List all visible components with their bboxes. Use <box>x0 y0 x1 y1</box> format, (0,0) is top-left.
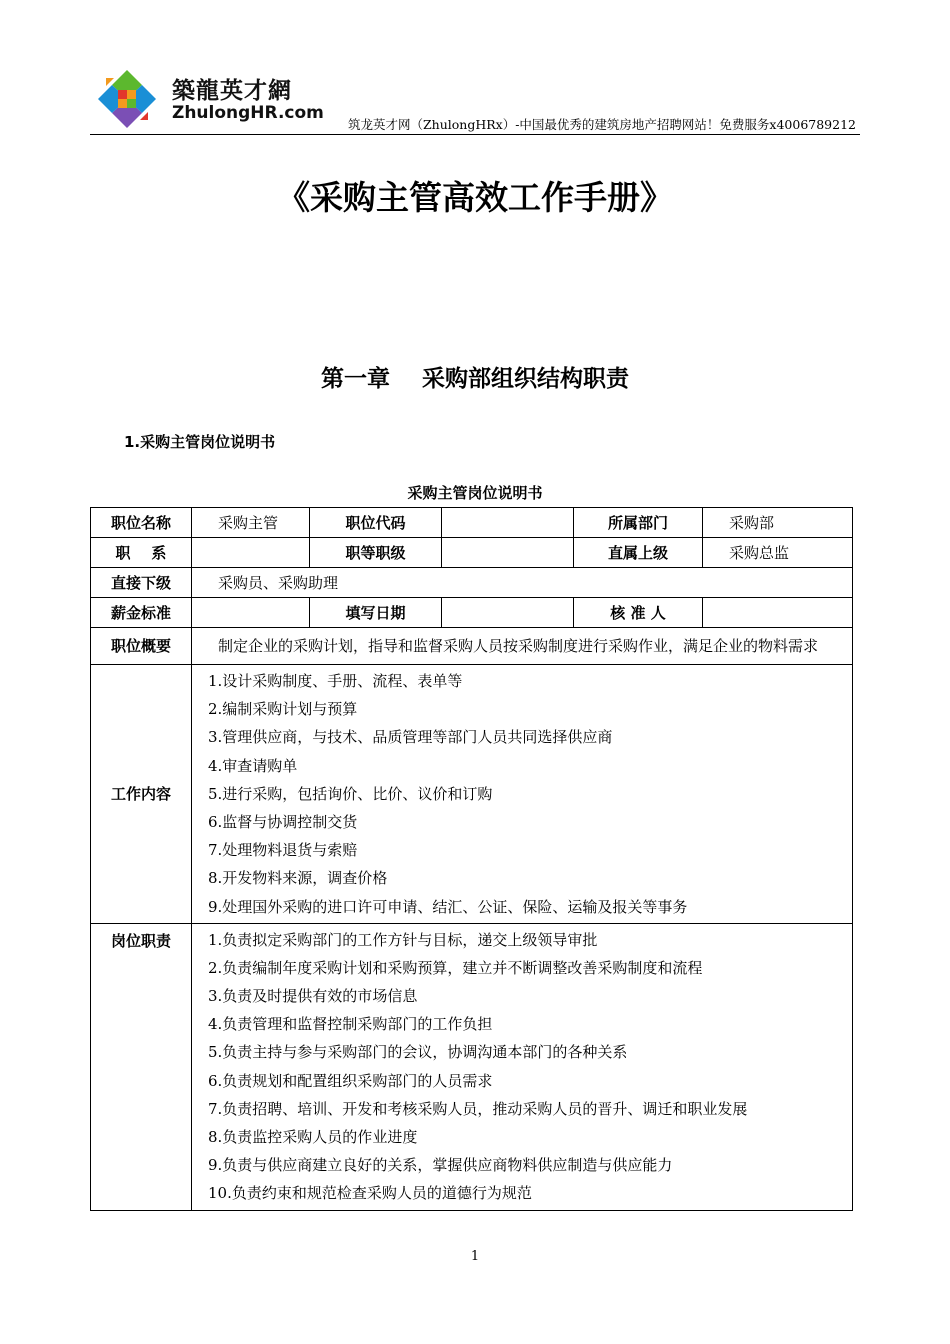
list-item: 8.负责监控采购人员的作业进度 <box>208 1128 418 1146</box>
cell-value <box>442 538 574 568</box>
cell-value: 采购主管 <box>192 508 310 538</box>
list-item: 7.处理物料退货与索赔 <box>208 841 358 860</box>
list-item: 5.进行采购，包括询价、比价、议价和订购 <box>208 784 493 803</box>
cell-label: 直属上级 <box>574 538 703 568</box>
cell-label: 职等职级 <box>310 538 442 568</box>
zhulong-logo-icon <box>96 68 158 130</box>
list-item: 9.处理国外采购的进口许可申请、结汇、公证、保险、运输及报关等事务 <box>208 897 688 916</box>
list-item: 10.负责约束和规范检查采购人员的道德行为规范 <box>208 1184 532 1203</box>
list-item: 4.负责管理和监督控制采购部门的工作负担 <box>208 1015 493 1034</box>
cell-label: 职 系 <box>91 538 192 568</box>
cell-value <box>703 598 853 628</box>
cell-value <box>192 538 310 568</box>
table-row <box>91 538 853 568</box>
table-row <box>91 628 853 665</box>
cell-label: 岗位职责 <box>91 923 192 1210</box>
list-item: 7.负责招聘、培训、开发和考核采购人员，推动采购人员的晋升、调迁和职业发展 <box>208 1099 748 1118</box>
brand-english-name: ZhulongHR.com <box>172 103 324 123</box>
page-number: 1 <box>470 1249 480 1264</box>
page-header <box>90 62 860 135</box>
list-item: 2.负责编制年度采购计划和采购预算，建立并不断调整改善采购制度和流程 <box>208 958 703 977</box>
cell-value: 采购部 <box>703 508 853 538</box>
cell-value: 采购总监 <box>703 538 853 568</box>
list-item: 3.管理供应商，与技术、品质管理等部门人员共同选择供应商 <box>208 728 613 747</box>
cell-label: 职位代码 <box>310 508 442 538</box>
cell-value <box>442 508 574 538</box>
chapter-title: 第一章 采购部组织结构职责 <box>320 366 630 392</box>
list-item: 1.负责拟定采购部门的工作方针与目标，递交上级领导审批 <box>208 930 598 949</box>
section-title: 1.采购主管岗位说明书 <box>124 433 276 451</box>
list-item: 2.编制采购计划与预算 <box>208 700 358 719</box>
list-item: 1.设计采购制度、手册、流程、表单等 <box>208 672 463 690</box>
list-item: 4.审查请购单 <box>208 756 298 775</box>
list-item: 3.负责及时提供有效的市场信息 <box>208 987 418 1006</box>
table-row <box>91 665 853 924</box>
table-row <box>91 568 853 598</box>
table-row <box>91 508 853 538</box>
list-item: 6.负责规划和配置组织采购部门的人员需求 <box>208 1071 493 1090</box>
list-item: 8.开发物料来源，调查价格 <box>208 869 388 888</box>
list-item: 6.监督与协调控制交货 <box>208 812 358 831</box>
list-item: 9.负责与供应商建立良好的关系，掌握供应商物料供应制造与供应能力 <box>208 1156 673 1175</box>
brand-chinese-name: 築龍英才網 <box>172 78 292 104</box>
duties-list <box>192 923 853 1210</box>
table-row <box>91 598 853 628</box>
cell-value: 采购员、采购助理 <box>192 568 853 598</box>
cell-label: 工作内容 <box>91 665 192 924</box>
header-tagline: 筑龙英才网（ZhulongHRx）-中国最优秀的建筑房地产招聘网站！免费服务x4006789212 <box>347 117 856 132</box>
cell-label: 直接下级 <box>91 568 192 598</box>
job-summary: 制定企业的采购计划，指导和监督采购人员按采购制度进行采购作业，满足企业的物料需求 <box>192 628 853 665</box>
cell-label: 职位概要 <box>91 628 192 665</box>
document-title: 《采购主管高效工作手册》 <box>277 178 673 217</box>
table-caption: 采购主管岗位说明书 <box>407 484 543 502</box>
table-row <box>91 923 853 1210</box>
work-content-list <box>192 665 853 924</box>
cell-label: 薪金标准 <box>91 598 192 628</box>
cell-label: 所属部门 <box>574 508 703 538</box>
cell-value <box>192 598 310 628</box>
cell-value <box>442 598 574 628</box>
list-item: 5.负责主持与参与采购部门的会议，协调沟通本部门的各种关系 <box>208 1043 628 1062</box>
job-description-table <box>90 507 853 1211</box>
cell-label: 职位名称 <box>91 508 192 538</box>
cell-label: 核 准 人 <box>574 598 703 628</box>
cell-label: 填写日期 <box>310 598 442 628</box>
